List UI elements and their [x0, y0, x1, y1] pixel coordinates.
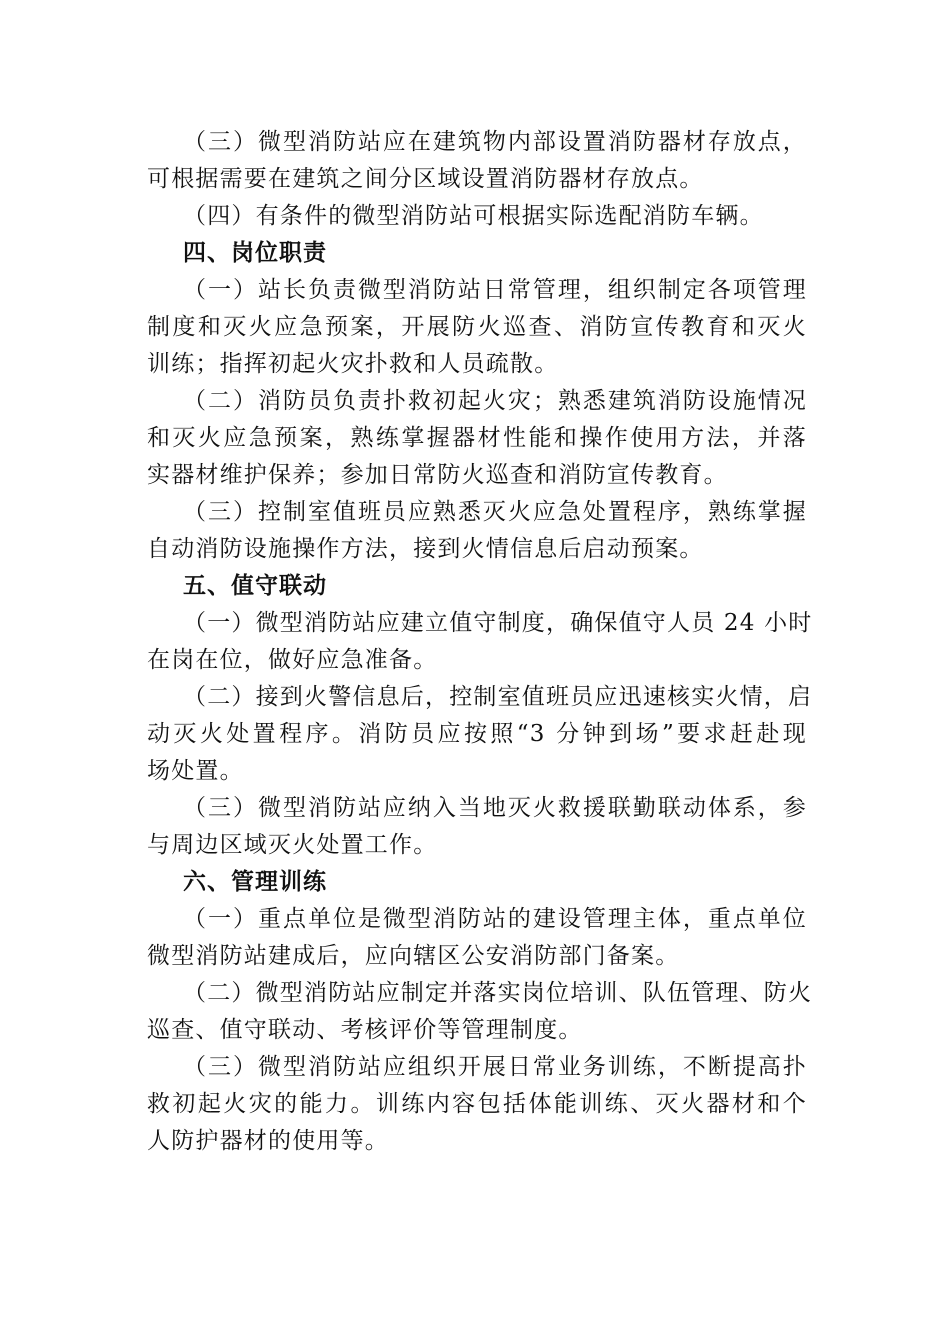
paragraph-line: （三）微型消防站应纳入当地灭火救援联勤联动体系，参	[183, 795, 807, 821]
paragraph-line: 和灭火应急预案，熟练掌握器材性能和操作使用方法，并落	[147, 425, 807, 451]
paragraph-line: （二）消防员负责扑救初起火灾；熟悉建筑消防设施情况	[183, 388, 807, 414]
section-heading: 六、管理训练	[183, 869, 327, 895]
paragraph-line: 巡查、值守联动、考核评价等管理制度。	[147, 1017, 583, 1043]
paragraph-line: 实器材维护保养；参加日常防火巡查和消防宣传教育。	[147, 462, 728, 488]
paragraph-line: 人防护器材的使用等。	[147, 1128, 389, 1154]
paragraph-line: （一）微型消防站应建立值守制度，确保值守人员 24 小时	[183, 610, 813, 636]
paragraph-line: 微型消防站建成后，应向辖区公安消防部门备案。	[147, 943, 680, 969]
paragraph-line: 场处置。	[147, 758, 244, 784]
paragraph-line: 动灭火处置程序。消防员应按照“3 分钟到场”要求赶赴现	[147, 721, 807, 747]
paragraph-line: （三）控制室值班员应熟悉灭火应急处置程序，熟练掌握	[183, 499, 807, 525]
paragraph-line: （二）微型消防站应制定并落实岗位培训、队伍管理、防火	[183, 980, 813, 1006]
section-heading: 四、岗位职责	[183, 240, 327, 266]
paragraph-line: （一）重点单位是微型消防站的建设管理主体，重点单位	[183, 906, 807, 932]
paragraph-line: （四）有条件的微型消防站可根据实际选配消防车辆。	[183, 203, 764, 229]
paragraph-line: （一）站长负责微型消防站日常管理，组织制定各项管理	[183, 277, 807, 303]
paragraph-line: 救初起火灾的能力。训练内容包括体能训练、灭火器材和个	[147, 1091, 807, 1117]
paragraph-line: （三）微型消防站应组织开展日常业务训练，不断提高扑	[183, 1054, 807, 1080]
section-heading: 五、值守联动	[183, 573, 327, 599]
paragraph-line: 自动消防设施操作方法，接到火情信息后启动预案。	[147, 536, 704, 562]
paragraph-line: （三）微型消防站应在建筑物内部设置消防器材存放点，	[183, 129, 807, 155]
paragraph-line: 可根据需要在建筑之间分区域设置消防器材存放点。	[147, 166, 704, 192]
paragraph-line: （二）接到火警信息后，控制室值班员应迅速核实火情，启	[183, 684, 813, 710]
document-body	[147, 124, 813, 1160]
paragraph-line: 制度和灭火应急预案，开展防火巡查、消防宣传教育和灭火	[147, 314, 807, 340]
paragraph-line: 在岗在位，做好应急准备。	[147, 647, 438, 673]
paragraph-line: 训练；指挥初起火灾扑救和人员疏散。	[147, 351, 559, 377]
paragraph-line: 与周边区域灭火处置工作。	[147, 832, 438, 858]
